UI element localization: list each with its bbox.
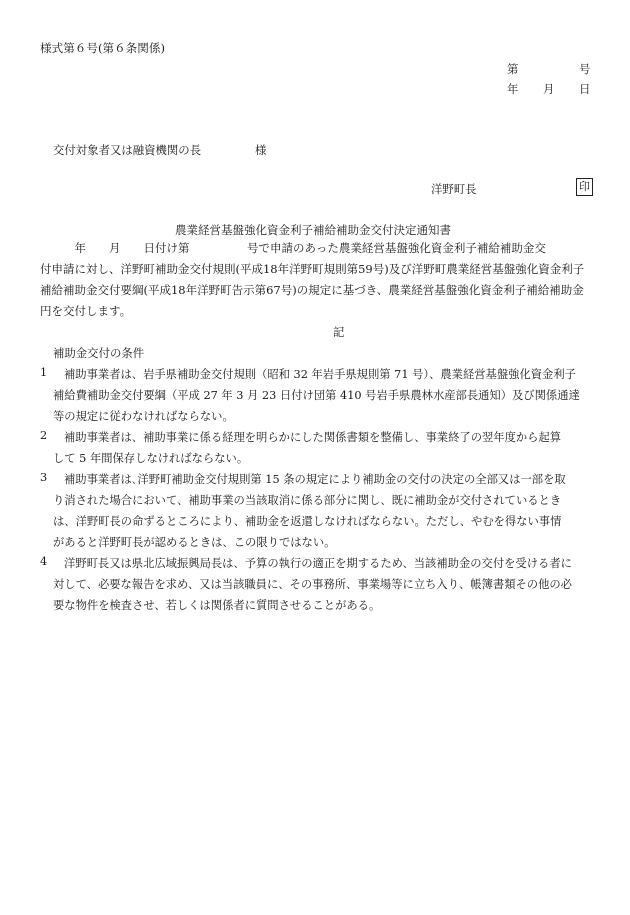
ki-marker: 記 (333, 325, 345, 339)
condition-line: して 5 年間保存しなければならない。 (53, 452, 249, 465)
condition-line: 等の規定に従わなければならない。 (53, 410, 234, 423)
form-number: 様式第６号(第６条関係) (40, 41, 165, 55)
condition-number: 1 (40, 366, 48, 379)
document-title: 農業経営基盤強化資金利子補給補助金交付決定通知書 (175, 223, 451, 237)
body-line: 補給補助金交付要綱(平成18年洋野町告示第67号)の規定に基づき、農業経営基盤強化資金利子補給補助金 (40, 283, 584, 297)
body-line: 年 月 日付け第 号で申請のあった農業経営基盤強化資金利子補給補助金交 (40, 241, 546, 255)
condition-line: 要な物件を検査させ、若しくは関係者に質問させることがある。 (53, 599, 381, 612)
addressee-honorific: 様 (255, 143, 267, 157)
addressee-name: 交付対象者又は融資機関の長 (53, 143, 202, 157)
conditions-heading: 補助金交付の条件 (53, 346, 145, 360)
condition-number: 4 (40, 555, 48, 568)
reference-go: 号 (579, 62, 591, 76)
condition-line: 洋野町長又は県北広域振興局長は、予算の執行の適正を期するため、当該補助金の交付を受ける者に (64, 557, 572, 570)
condition-line: があると洋野町長が認めるときは、この限りではない。 (53, 536, 336, 549)
body-line: 円を交付します。 (40, 304, 132, 318)
condition-line: は、洋野町長の命ずるところにより、補助金を返還しなければならない。ただし、やむを得ない事情 (53, 515, 562, 528)
date-month: 月 (543, 82, 555, 96)
condition-number: 3 (40, 471, 48, 484)
date-year: 年 (507, 82, 519, 96)
seal-stamp: 印 (576, 178, 593, 196)
condition-line: 補助事業者は、岩手県補助金交付規則（昭和 32 年岩手県規則第 71 号）、農業経営基盤強化資金利子 (64, 368, 576, 381)
condition-line: 補助事業者は､洋野町補助金交付規則第 15 条の規定により補助金の交付の決定の全部又は一部を取 (64, 473, 566, 486)
condition-line: 対して、必要な報告を求め、又は当該職員に、その事務所、事業場等に立ち入り、帳簿書類その他の必 (53, 578, 572, 591)
date-day: 日 (579, 82, 591, 96)
issuer-title: 洋野町長 (431, 182, 477, 196)
condition-number: 2 (40, 429, 48, 442)
reference-dai: 第 (507, 62, 519, 76)
condition-line: り消された場合において、補助事業の当該取消に係る部分に関し、既に補助金が交付されているとき (53, 494, 562, 507)
condition-line: 補助事業者は、補助事業に係る経理を明らかにした関係書類を整備し、事業終了の翌年度から起算 (64, 431, 562, 444)
condition-line: 補給費補助金交付要綱（平成 27 年 3 月 23 日付け団第 410 号岩手県農林水産部長通知）及び関係通達 (53, 389, 580, 402)
body-line: 付申請に対し、洋野町補助金交付規則(平成18年洋野町規則第59号)及び洋野町農業経営基盤強化資金利子 (40, 262, 585, 276)
addressee-line (53, 142, 267, 158)
